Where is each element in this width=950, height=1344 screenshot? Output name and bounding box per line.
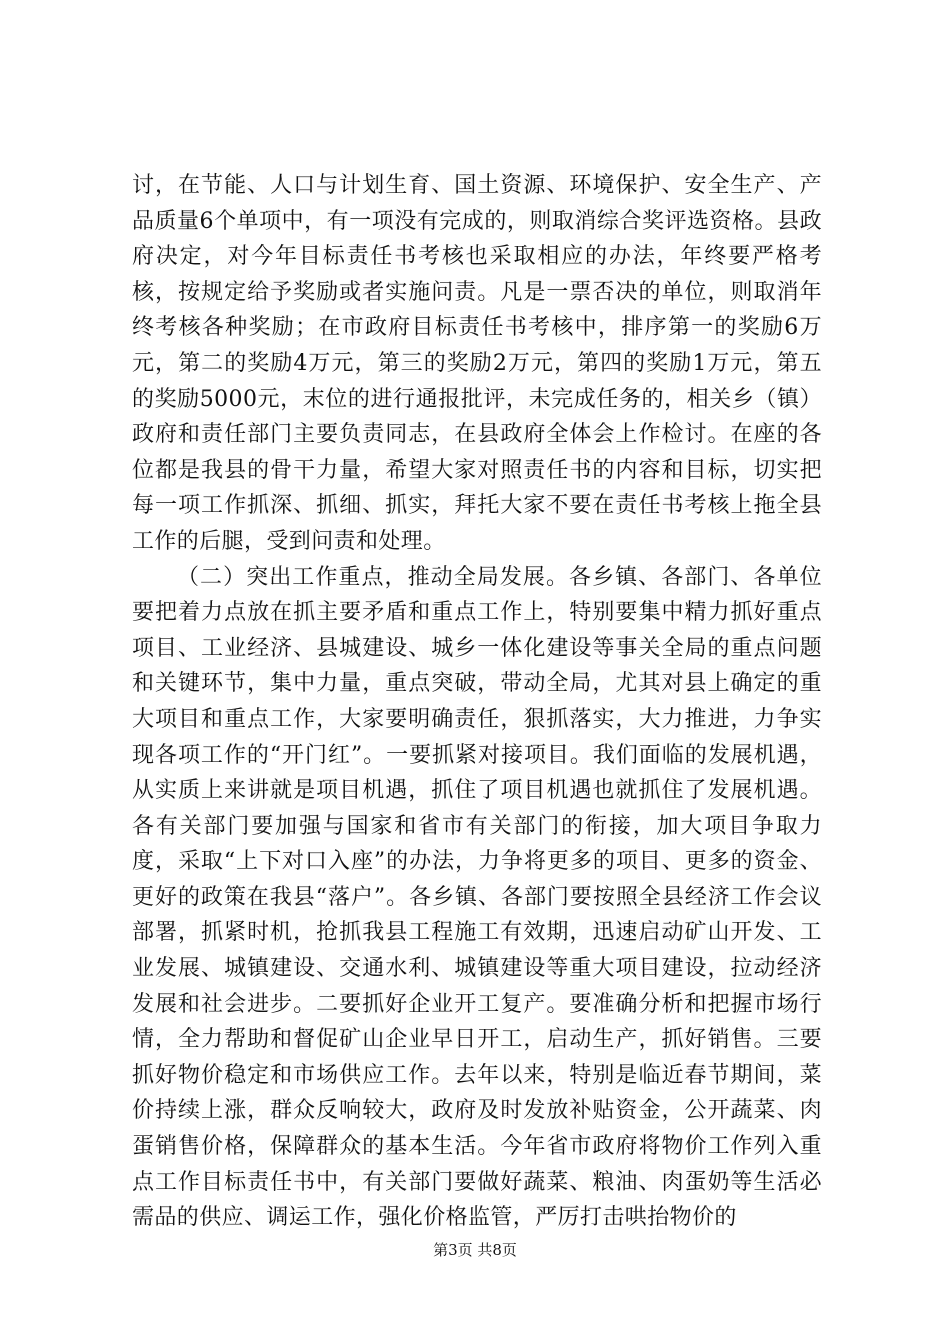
page-footer: 第3页 共8页 xyxy=(433,1241,517,1259)
paragraph-1: 讨，在节能、人口与计划生育、国土资源、环境保护、安全生产、产品质量6个单项中，有一项没有完成的，则取消综合奖评选资格。县政府决定，对今年目标责任书考核也采取相应的办法，年终要严格考核，按规定给予奖励或者实施问责。凡是一票否决的单位，则取消年终考核各种奖励；在市政府目标责任书考核中，排序第一的奖励6万元，第二的奖励4万元，第三的奖励2万元，第四的奖励1万元，第五的奖励5000元，末位的进行通报批评，未完成任务的，相关乡（镇）政府和责任部门主要负责同志，在县政府全体会上作检讨。在座的各位都是我县的骨干力量，希望大家对照责任书的内容和目标，切实把每一项工作抓深、抓细、抓实，拜托大家不要在责任书考核上拖全县工作的后腿，受到问责和处理。 xyxy=(132,173,822,554)
paragraph-2: （二）突出工作重点，推动全局发展。各乡镇、各部门、各单位要把着力点放在抓主要矛盾和重点工作上，特别要集中精力抓好重点项目、工业经济、县城建设、城乡一体化建设等事关全局的重点问题和关键环节，集中力量，重点突破，带动全局，尤其对县上确定的重大项目和重点工作，大家要明确责任，狠抓落实，大力推进，力争实现各项工作的“开门红”。一要抓紧对接项目。我们面临的发展机遇，从实质上来讲就是项目机遇，抓住了项目机遇也就抓住了发展机遇。各有关部门要加强与国家和省市有关部门的衔接，加大项目争取力度，采取“上下对口入座”的办法，力争将更多的项目、更多的资金、更好的政策在我县“落户”。各乡镇、各部门要按照全县经济工作会议部署，抓紧时机，抢抓我县工程施工有效期，迅速启动矿山开发、工业发展、城镇建设、交通水利、城镇建设等重大项目建设，拉动经济发展和社会进步。二要抓好企业开工复产。要准确分析和把握市场行情，全力帮助和督促矿山企业早日开工，启动生产，抓好销售。三要抓好物价稳定和市场供应工作。去年以来，特别是临近春节期间，菜价持续上涨，群众反响较大，政府及时发放补贴资金，公开蔬菜、肉蛋销售价格，保障群众的基本生活。今年省市政府将物价工作列入重点工作目标责任书中，有关部门要做好蔬菜、粮油、肉蛋奶等生活必需品的供应、调运工作，强化价格监管，严厉打击哄抬物价的 xyxy=(132,564,822,1231)
document-body xyxy=(132,168,822,1236)
